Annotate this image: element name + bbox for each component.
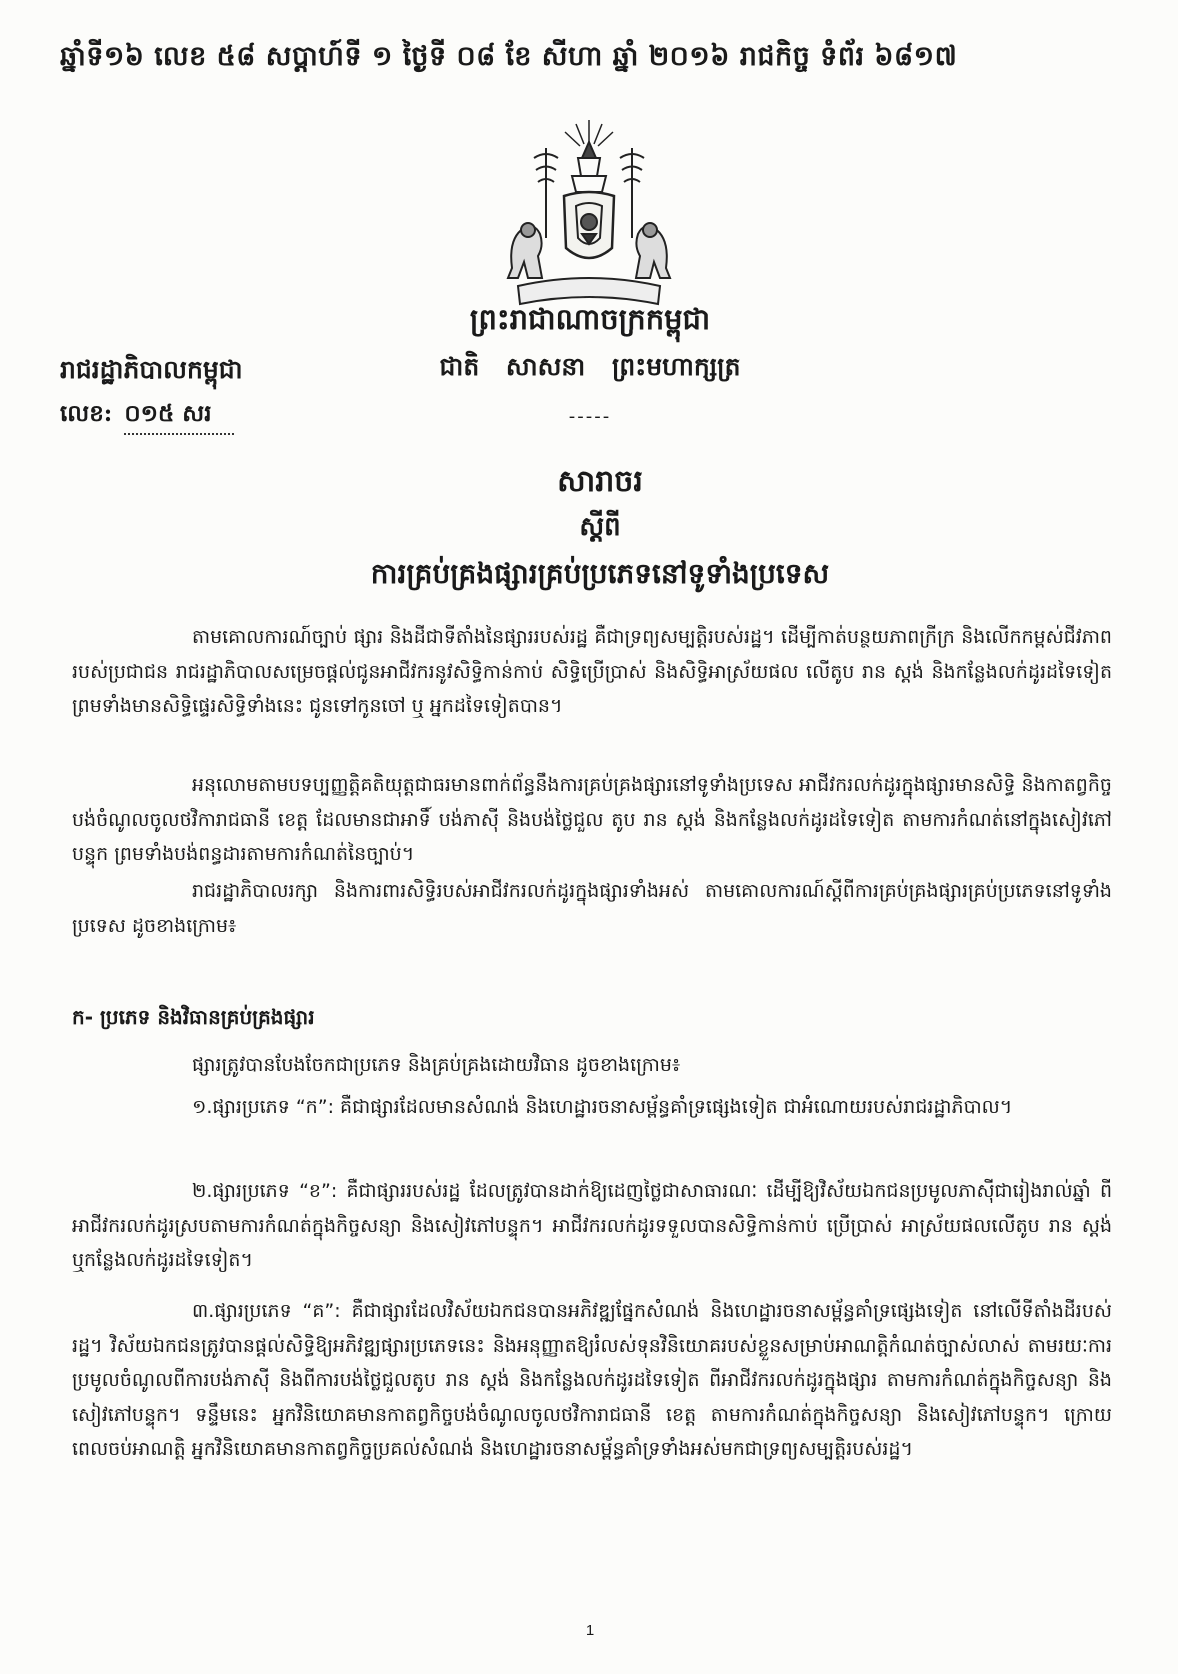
- market-type-a-item: [72, 1090, 1112, 1125]
- market-type-c-item: [72, 1294, 1112, 1467]
- paragraph-1: [72, 620, 1112, 724]
- document-about: ស្តីពី: [579, 512, 621, 542]
- royal-coat-of-arms-icon: [498, 118, 680, 318]
- reference-number: [60, 400, 234, 435]
- section-a-heading: ក- ប្រភេទ និងវិធានគ្រប់គ្រងផ្សារ: [72, 1005, 315, 1029]
- gazette-issue-line: ឆ្នាំទី១៦ លេខ ៥៨ សប្តាហ៍ទី ១ ថ្ងៃទី ០៨ ខែ សីហា ឆ្នាំ ២០១៦ រាជកិច្ច ទំព័រ ៦៨១៧: [60, 41, 958, 72]
- reference-value: ០១៥ សរ: [124, 400, 234, 435]
- document-type: សារាចរ: [557, 464, 643, 499]
- market-type-a-text: ១.ផ្សារប្រភេទ “ក”: គឺជាផ្សារដែលមានសំណង់ និងហេដ្ឋារចនាសម្ព័ន្ធគាំទ្រផ្សេងទៀត ជាអំណោយរបស់រាជរដ្ឋាភិបាល។: [192, 1096, 1013, 1118]
- section-a-intro: [72, 1048, 1112, 1083]
- section-a-intro-text: ផ្សារត្រូវបានបែងចែកជាប្រភេទ និងគ្រប់គ្រងដោយវិធាន ដូចខាងក្រោម៖: [192, 1054, 681, 1076]
- document-subject: ការគ្រប់គ្រងផ្សារគ្រប់ប្រភេទនៅទូទាំងប្រទេស: [370, 557, 830, 590]
- paragraph-3-text: រាជរដ្ឋាភិបាលរក្សា និងការពារសិទ្ធិរបស់អាជីវករលក់ដូរក្នុងផ្សារទាំងអស់ តាមគោលការណ៍ស្តីពីការគ្រប់គ្រងផ្សារគ្រប់ប្រភេទនៅទូទាំងប្រទេស ដូចខាងក្រោម៖: [72, 880, 1112, 937]
- svg-text:~~~: ~~~: [577, 293, 601, 303]
- paragraph-3: [72, 874, 1112, 943]
- paragraph-2-text: អនុលោមតាមបទប្បញ្ញត្តិគតិយុត្តជាធរមានពាក់ព័ន្ធនឹងការគ្រប់គ្រងផ្សារនៅទូទាំងប្រទេស អាជីវករលក់ដូរក្នុងផ្សារមានសិទ្ធិ និងកាតព្វកិច្ចបង់ចំណូលចូលថវិការាជធានី ខេត្ត ដែលមានជាអាទិ៍ បង់ភាស៊ី និងបង់ថ្លៃជួល តូប រាន ស្តង់ និងកន្លែងលក់ដូរដទៃទៀត តាមការកំណត់នៅក្នុងសៀវភៅបន្ទុក ព្រមទាំងបង់ពន្ធដារតាមការកំណត់នៃច្បាប់។: [72, 774, 1112, 865]
- market-type-b-item: [72, 1174, 1112, 1278]
- paragraph-2: [72, 768, 1112, 872]
- reference-label: លេខ:: [60, 400, 113, 427]
- decorative-ornament: -----: [568, 406, 612, 427]
- page-number: 1: [585, 1622, 595, 1639]
- kingdom-name: ព្រះរាជាណាចក្រកម្ពុជា: [469, 302, 711, 336]
- issuing-authority: រាជរដ្ឋាភិបាលកម្ពុជា: [60, 355, 243, 384]
- market-type-b-text: ២.ផ្សារប្រភេទ “ខ”: គឺជាផ្សាររបស់រដ្ឋ ដែលត្រូវបានដាក់ឱ្យដេញថ្លៃជាសាធារណៈ ដើម្បីឱ្យវិស័យឯកជនប្រមូលភាស៊ីជារៀងរាល់ឆ្នាំ ពីអាជីវករលក់ដូរស្របតាមការកំណត់ក្នុងកិច្ចសន្យា និងសៀវភៅបន្ទុក។ អាជីវករលក់ដូរទទួលបានសិទ្ធិកាន់កាប់ ប្រើប្រាស់ អាស្រ័យផលលើតូប រាន ស្តង់ ឬកន្លែងលក់ដូរដទៃទៀត។: [72, 1180, 1112, 1271]
- market-type-c-text: ៣.ផ្សារប្រភេទ “គ”: គឺជាផ្សារដែលវិស័យឯកជនបានអភិវឌ្ឍផ្នែកសំណង់ និងហេដ្ឋារចនាសម្ព័ន្ធគាំទ្រផ្សេងទៀត នៅលើទីតាំងដីរបស់រដ្ឋ។ វិស័យឯកជនត្រូវបានផ្តល់សិទ្ធិឱ្យអភិវឌ្ឍផ្សារប្រភេទនេះ និងអនុញ្ញាតឱ្យរំលស់ទុនវិនិយោគរបស់ខ្លួនសម្រាប់អាណត្តិកំណត់ច្បាស់លាស់ តាមរយៈការប្រមូលចំណូលពីការបង់ភាស៊ី និងពីការបង់ថ្លៃជួលតូប រាន ស្តង់ និងកន្លែងលក់ដូរដទៃទៀត ពីអាជីវករលក់ដូរក្នុងផ្សារ តាមការកំណត់ក្នុងកិច្ចសន្យា និងសៀវភៅបន្ទុក។ ទន្ទឹមនេះ អ្នកវិនិយោគមានកាតព្វកិច្ចបង់ចំណូលចូលថវិការាជធានី ខេត្ត តាមការកំណត់ក្នុងកិច្ចសន្យា និងសៀវភៅបន្ទុក។ ក្រោយពេលចប់អាណត្តិ អ្នកវិនិយោគមានកាតព្វកិច្ចប្រគល់សំណង់ និងហេដ្ឋារចនាសម្ព័ន្ធគាំទ្រទាំងអស់មកជាទ្រព្យសម្បត្តិរបស់រដ្ឋ។: [72, 1300, 1112, 1460]
- national-motto: ជាតិ សាសនា ព្រះមហាក្សត្រ: [439, 352, 741, 381]
- paragraph-1-text: តាមគោលការណ៍ច្បាប់ ផ្សារ និងដីជាទីតាំងនៃផ្សាររបស់រដ្ឋ គឺជាទ្រព្យសម្បត្តិរបស់រដ្ឋ។ ដើម្បីកាត់បន្ថយភាពក្រីក្រ និងលើកកម្ពស់ជីវភាពរបស់ប្រជាជន រាជរដ្ឋាភិបាលសម្រេចផ្តល់ជូនអាជីវករនូវសិទ្ធិកាន់កាប់ សិទ្ធិប្រើប្រាស់ និងសិទ្ធិអាស្រ័យផល លើតូប រាន ស្តង់ និងកន្លែងលក់ដូរដទៃទៀត ព្រមទាំងមានសិទ្ធិផ្ទេរសិទ្ធិទាំងនេះ ជូនទៅកូនចៅ ឬ អ្នកដទៃទៀតបាន។: [72, 626, 1112, 717]
